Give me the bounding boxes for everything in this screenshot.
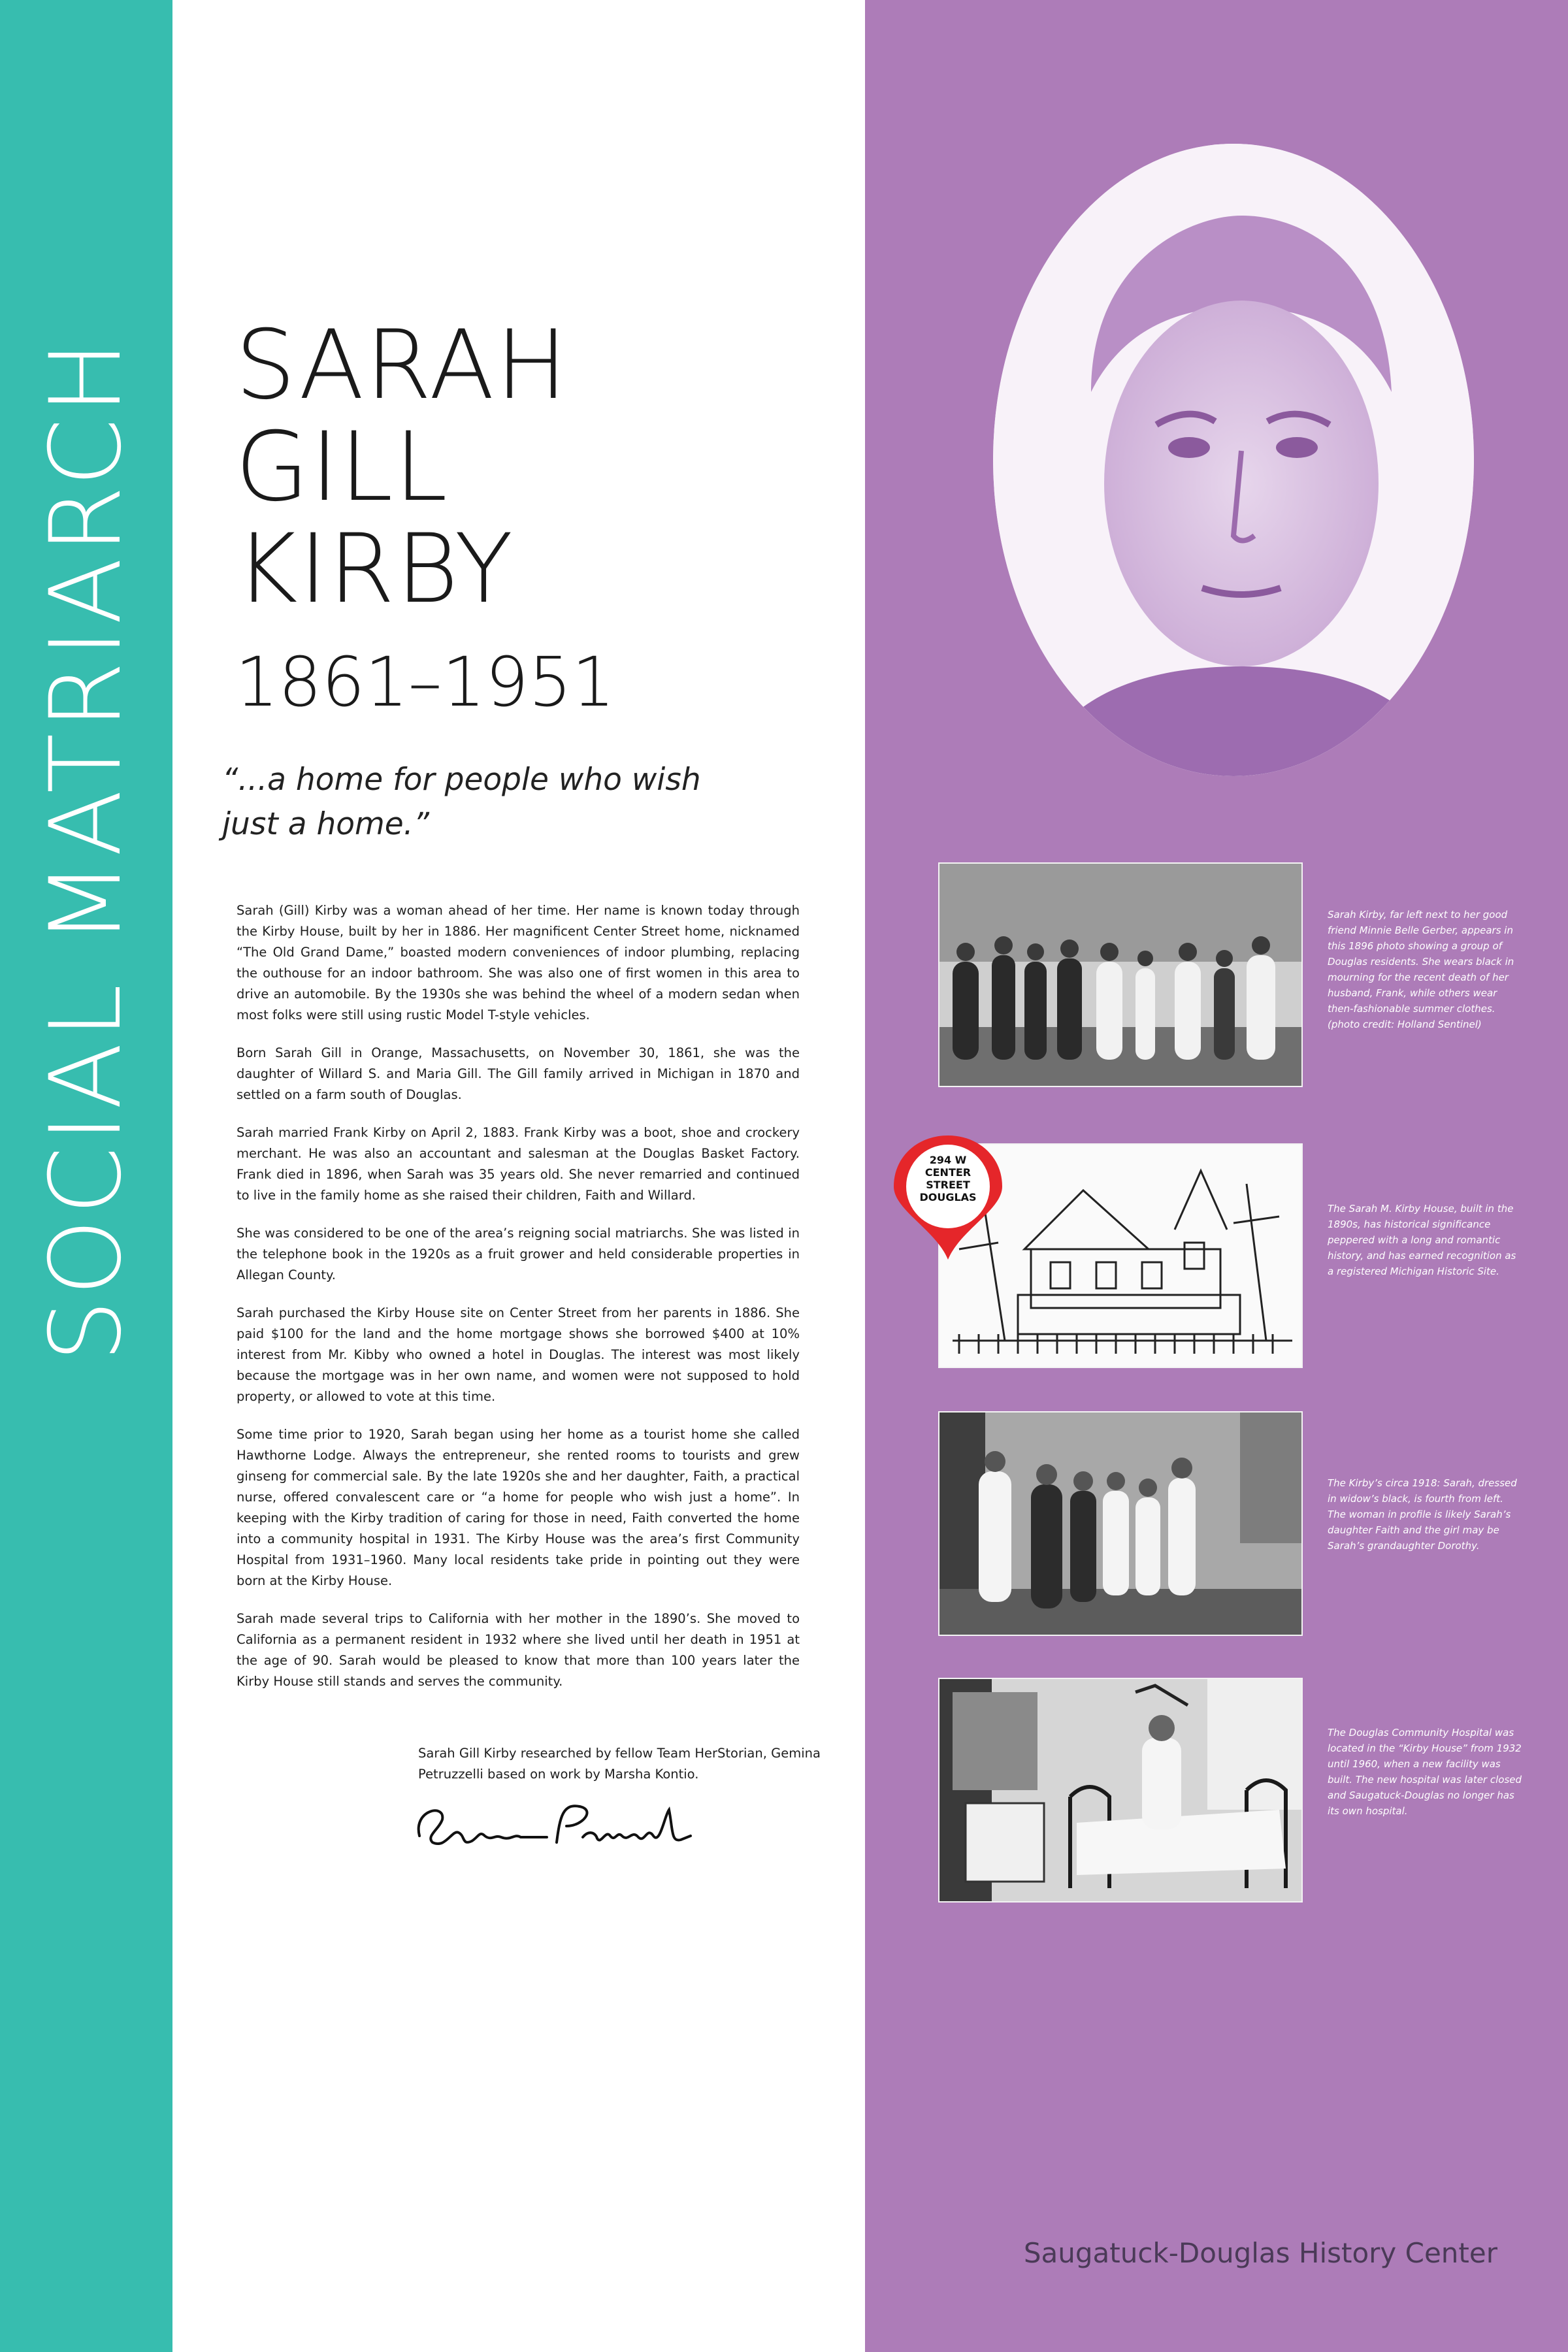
body-paragraph: Sarah (Gill) Kirby was a woman ahead of her time. Her name is known today through the Kirby House, built by her in 1886. Her magnificent Center Street home, nicknamed “The Old Grand Dame,” boasted modern conveniences of indoor plumbing, replacing the outhouse for an indoor bathroom. She was also one of first women in this area to drive an automobile. By the 1930s she was behind the wheel of a modern sedan when most folks were still using rustic Model T-style vehicles. xyxy=(237,903,800,1022)
title-line-first: SARAH xyxy=(235,310,569,421)
body-paragraph: Some time prior to 1920, Sarah began using her home as a tourist home she called Hawthorne Lodge. Always the entrepreneur, she rented rooms to tourists and grew ginseng for commercial sale. By the late 1920s she and her daughter, Faith, a practical nurse, offered convalescent care or “a home for people who wish just a home”. In keeping with the Kirby tradition of caring for those in need, Faith converted the home into a community hospital in 1931. The Kirby House was the area’s first Community Hospital from 1931–1960. Many local residents take pride in pointing out they were born at the Kirby House. xyxy=(237,1427,800,1588)
title-line-middle: GILL xyxy=(235,412,449,523)
family-photo-1918 xyxy=(938,1411,1303,1636)
body-paragraph: Sarah made several trips to California with her mother in the 1890’s. She moved to California as a permanent resident in 1932 where she lived until her death in 1951 at the age of 90. Sarah would be pleased to know that more than 100 years later the Kirby House still stands and serves the community. xyxy=(237,1611,800,1689)
pin-line: CENTER xyxy=(924,1166,972,1179)
body-paragraph: Sarah married Frank Kirby on April 2, 1883. Frank Kirby was a boot, shoe and crockery merchant. He was also an accountant and salesman at the Douglas Basket Factory. Frank died in 1896, when Sarah was 35 years old. She never remarried and continued to live in the family home as she raised their children, Faith and Willard. xyxy=(237,1125,800,1203)
footer-organization: Saugatuck-Douglas History Center xyxy=(1023,2237,1497,2269)
hospital-room-photo xyxy=(938,1678,1303,1903)
side-band xyxy=(0,0,172,2352)
title-line-last: KIRBY xyxy=(235,514,515,625)
caption-hospital: The Douglas Community Hospital was located in the “Kirby House” from 1932 until 1960, when a new facility was built. The new hospital was later closed and Saugatuck-Douglas no longer has its own hospital. xyxy=(1328,1727,1522,1817)
signature-image xyxy=(406,1790,694,1862)
pin-line: 294 W xyxy=(929,1154,967,1166)
caption-group-photo: Sarah Kirby, far left next to her good friend Minnie Belle Gerber, appears in this 1896 photo showing a group of Douglas residents. She wears black in mourning for the recent death of her husband, Frank, while others wear then-fashionable summer clothes. (photo credit: Holland Sentinel) xyxy=(1328,909,1514,1030)
pin-line: STREET xyxy=(926,1179,970,1191)
band-title: SOCIAL MATRIARCH xyxy=(29,336,143,1362)
body-paragraph: Born Sarah Gill in Orange, Massachusetts, on November 30, 1861, she was the daughter of Willard S. and Maria Gill. The Gill family arrived in Michigan in 1870 and settled on a farm south of Douglas. xyxy=(237,1045,800,1102)
caption-family-photo: The Kirby’s circa 1918: Sarah, dressed in widow’s black, is fourth from left. The woman in profile is likely Sarah’s daughter Faith and the girl may be Sarah’s grandaughter Dorothy. xyxy=(1328,1477,1517,1552)
pin-line: DOUGLAS xyxy=(919,1191,977,1203)
life-years: 1861–1951 xyxy=(235,642,615,722)
body-paragraph: Sarah purchased the Kirby House site on Center Street from her parents in 1886. She paid $100 for the land and the home mortgage shows she borrowed $400 at 10% interest from Mr. Kibby who owned a hotel in Douglas. The interest was most likely because the mortgage was in her own name, and women were not supposed to hold property, or allowed to vote at this time. xyxy=(237,1305,800,1404)
body-paragraph: She was considered to be one of the area’s reigning social matriarchs. She was listed in the telephone book in the 1920s as a fruit grower and held considerable properties in Allegan County. xyxy=(237,1226,800,1282)
pull-quote: “...a home for people who wish just a home.” xyxy=(222,762,701,842)
address-pin-icon xyxy=(890,1132,1006,1262)
portrait-photo xyxy=(993,144,1474,776)
biography-text xyxy=(237,900,800,1709)
group-photo-1896 xyxy=(938,862,1303,1087)
research-credit: Sarah Gill Kirby researched by fellow Team HerStorian, Gemina Petruzzelli based on work by Marsha Kontio. xyxy=(418,1746,821,1782)
caption-house: The Sarah M. Kirby House, built in the 1890s, has historical significance peppered with a long and romantic history, and has earned recognition as a registered Michigan Historic Site. xyxy=(1328,1203,1516,1277)
